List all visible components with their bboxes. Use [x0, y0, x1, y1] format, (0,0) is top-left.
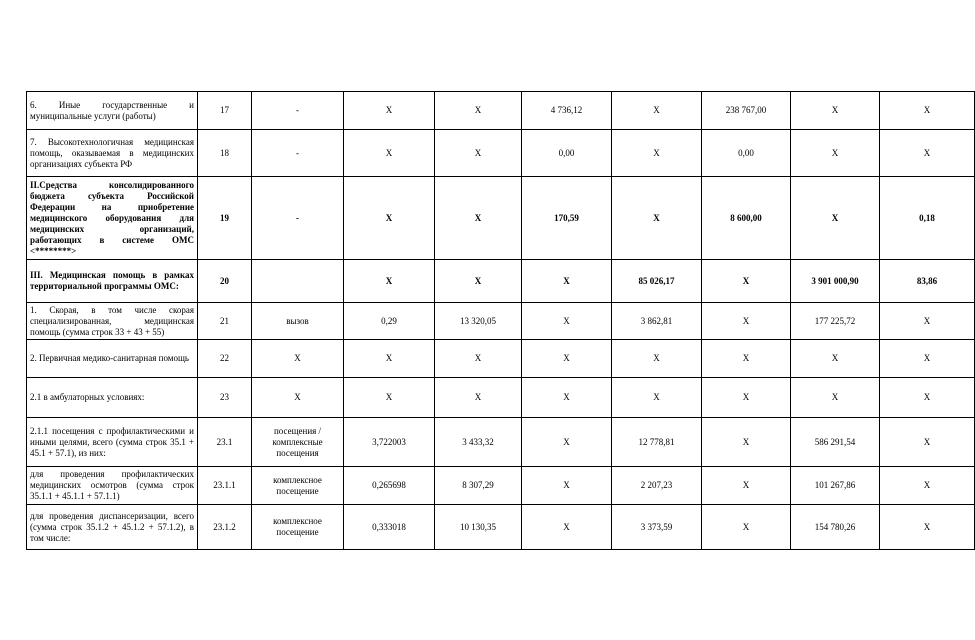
table-cell: 20: [198, 260, 252, 303]
table-cell: 170,59: [522, 177, 612, 260]
table-cell: 3 862,81: [612, 303, 702, 340]
table-cell: X: [522, 260, 612, 303]
table-cell: 8 307,29: [435, 467, 522, 505]
table-cell: X: [435, 92, 522, 130]
table-cell: X: [791, 92, 880, 130]
table-cell: 154 780,26: [791, 505, 880, 550]
table-cell: вызов: [252, 303, 344, 340]
table-cell: X: [791, 378, 880, 418]
table-cell: X: [612, 378, 702, 418]
table-cell: 586 291,54: [791, 418, 880, 467]
table-cell: X: [522, 418, 612, 467]
table-cell: 83,86: [880, 260, 975, 303]
table-cell: X: [522, 303, 612, 340]
table-cell: 23.1: [198, 418, 252, 467]
row-name-cell: 1. Скорая, в том числе скорая специализированная, медицинская помощь (сумма строк 33 + 43 + 55): [27, 303, 198, 340]
table-cell: 18: [198, 130, 252, 177]
table-cell: X: [344, 130, 435, 177]
table-cell: X: [344, 92, 435, 130]
table-cell: 0,18: [880, 177, 975, 260]
table-cell: 12 778,81: [612, 418, 702, 467]
row-name-cell: II.Средства консолидированного бюджета субъекта Российской Федерации на приобретение медицинского оборудования для медицинских организаций, работающих в системе ОМС <********>: [27, 177, 198, 260]
table-cell: 3 373,59: [612, 505, 702, 550]
table-cell: X: [791, 177, 880, 260]
table-row: [27, 130, 975, 177]
table-cell: 238 767,00: [702, 92, 791, 130]
table-cell: X: [702, 418, 791, 467]
row-name-cell: 2. Первичная медико-санитарная помощь: [27, 340, 198, 378]
table-row: [27, 303, 975, 340]
table-cell: X: [252, 340, 344, 378]
table-cell: X: [612, 340, 702, 378]
table-body: [27, 92, 975, 550]
data-table: [26, 91, 975, 550]
table-cell: X: [791, 130, 880, 177]
row-name-cell: 2.1 в амбулаторных условиях:: [27, 378, 198, 418]
table-cell: 3,722003: [344, 418, 435, 467]
table-cell: X: [702, 260, 791, 303]
table-cell: -: [252, 92, 344, 130]
table-cell: X: [702, 340, 791, 378]
table-cell: X: [880, 130, 975, 177]
table-cell: X: [435, 260, 522, 303]
table-cell: 10 130,35: [435, 505, 522, 550]
table-cell: 0,333018: [344, 505, 435, 550]
table-cell: 177 225,72: [791, 303, 880, 340]
table-row: [27, 418, 975, 467]
table-cell: X: [612, 92, 702, 130]
table-cell: X: [522, 505, 612, 550]
table-cell: 85 026,17: [612, 260, 702, 303]
table-cell: 0,265698: [344, 467, 435, 505]
table-cell: X: [880, 505, 975, 550]
table-cell: 101 267,86: [791, 467, 880, 505]
table-cell: X: [612, 130, 702, 177]
table-cell: X: [344, 177, 435, 260]
table-cell: X: [344, 378, 435, 418]
table-cell: 8 600,00: [702, 177, 791, 260]
row-name-cell: 6. Иные государственные и муниципальные услуги (работы): [27, 92, 198, 130]
table-cell: X: [702, 467, 791, 505]
table-cell: X: [702, 303, 791, 340]
table-cell: -: [252, 177, 344, 260]
table-cell: 19: [198, 177, 252, 260]
table-cell: 22: [198, 340, 252, 378]
table-cell: 4 736,12: [522, 92, 612, 130]
row-name-cell: 7. Высокотехнологичная медицинская помощь, оказываемая в медицинских организациях субъекта РФ: [27, 130, 198, 177]
table-cell: X: [435, 130, 522, 177]
row-name-cell: для проведения диспансеризации, всего (сумма строк 35.1.2 + 45.1.2 + 57.1.2), в том числе:: [27, 505, 198, 550]
table-cell: X: [791, 340, 880, 378]
table-cell: посещения / комплексные посещения: [252, 418, 344, 467]
table-row: [27, 177, 975, 260]
table-cell: X: [522, 340, 612, 378]
table-cell: X: [880, 378, 975, 418]
table-cell: X: [880, 340, 975, 378]
table-cell: 13 320,05: [435, 303, 522, 340]
table-cell: X: [880, 467, 975, 505]
table-row: [27, 340, 975, 378]
table-cell: X: [344, 260, 435, 303]
table-cell: 23: [198, 378, 252, 418]
table-cell: 23.1.2: [198, 505, 252, 550]
table-cell: X: [702, 505, 791, 550]
table-cell: 17: [198, 92, 252, 130]
table-row: [27, 92, 975, 130]
table-cell: X: [522, 378, 612, 418]
table-cell: X: [880, 92, 975, 130]
table-cell: X: [612, 177, 702, 260]
table-cell: [252, 260, 344, 303]
table-cell: комплексное посещение: [252, 467, 344, 505]
table-cell: X: [435, 340, 522, 378]
table-row: [27, 260, 975, 303]
table-row: [27, 467, 975, 505]
table-cell: X: [702, 378, 791, 418]
table-cell: X: [880, 303, 975, 340]
table-cell: 3 433,32: [435, 418, 522, 467]
table-cell: 0,29: [344, 303, 435, 340]
table-cell: X: [880, 418, 975, 467]
table-cell: X: [435, 177, 522, 260]
table-cell: 21: [198, 303, 252, 340]
table-cell: 2 207,23: [612, 467, 702, 505]
table-cell: 23.1.1: [198, 467, 252, 505]
table-cell: X: [435, 378, 522, 418]
table-cell: X: [522, 467, 612, 505]
table-cell: -: [252, 130, 344, 177]
table-row: [27, 378, 975, 418]
row-name-cell: для проведения профилактических медицинских осмотров (сумма строк 35.1.1 + 45.1.1 + 57.1.1): [27, 467, 198, 505]
table-cell: 0,00: [702, 130, 791, 177]
row-name-cell: 2.1.1 посещения с профилактическими и иными целями, всего (сумма строк 35.1 + 45.1 + 57.1), из них:: [27, 418, 198, 467]
table-cell: X: [252, 378, 344, 418]
table-cell: комплексное посещение: [252, 505, 344, 550]
table-row: [27, 505, 975, 550]
row-name-cell: III. Медицинская помощь в рамках территориальной программы ОМС:: [27, 260, 198, 303]
table-cell: 3 901 000,90: [791, 260, 880, 303]
table-cell: X: [344, 340, 435, 378]
table-cell: 0,00: [522, 130, 612, 177]
